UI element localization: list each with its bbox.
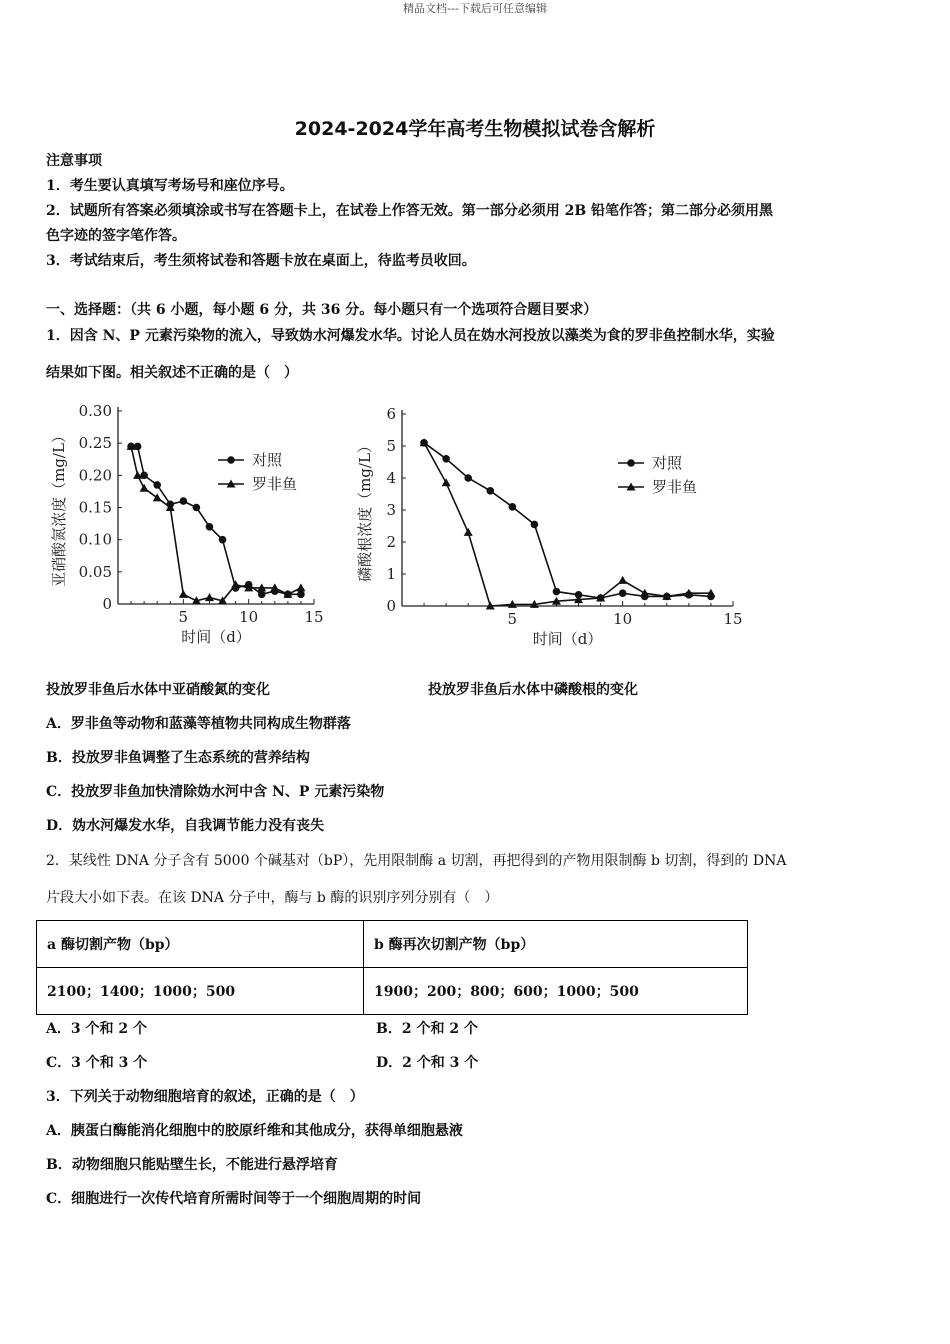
data-point [140, 484, 149, 492]
chart-caption-right: 投放罗非鱼后水体中磷酸根的变化 [428, 682, 638, 698]
table-cell: 2100；1400；1000；500 [37, 968, 364, 1015]
data-point [618, 576, 627, 584]
section-heading: 一、选择题：（共 6 小题，每小题 6 分，共 36 分。每小题只有一个选项符合题目要求） [46, 302, 598, 318]
dna-fragment-table [36, 920, 748, 1015]
page-title: 2024-2024学年高考生物模拟试卷含解析 [294, 118, 656, 140]
option-a: A．3 个和 2 个 [46, 1021, 147, 1037]
table-header: b 酶再次切割产物（bp） [364, 921, 748, 968]
option-c: C．3 个和 3 个 [46, 1055, 148, 1071]
y-tick-label: 4 [386, 469, 396, 487]
x-tick-label: 5 [507, 610, 518, 628]
y-tick-label: 1 [386, 565, 396, 583]
question-stem: 2．某线性 DNA 分子含有 5000 个碱基对（bP），先用限制酶 a 切割，再把得到的产物用限制酶 b 切割，得到的 DNA [46, 853, 787, 869]
series-line-2 [131, 446, 301, 600]
x-tick-label: 10 [613, 610, 633, 628]
data-point [231, 580, 240, 588]
y-tick-label: 0.10 [78, 530, 112, 549]
y-tick-label: 3 [386, 501, 396, 519]
x-axis-label: 时间（d） [532, 630, 603, 648]
x-tick-label: 5 [178, 608, 189, 626]
option-b: B．2 个和 2 个 [376, 1021, 478, 1037]
y-tick-label: 2 [386, 533, 396, 551]
data-point [464, 474, 472, 482]
y-axis-label: 磷酸根浓度（mg/L） [356, 438, 374, 582]
legend-label: 对照 [252, 451, 283, 469]
option-a: A．胰蛋白酶能消化细胞中的胶原纤维和其他成分，获得单细胞悬液 [46, 1123, 463, 1139]
y-axis-label: 亚硝酸氮浓度（mg/L） [50, 428, 68, 587]
table-header: a 酶切割产物（bp） [37, 921, 364, 968]
option-d: D．妫水河爆发水华，自我调节能力没有丧失 [46, 818, 325, 834]
data-point [179, 590, 188, 598]
data-point [296, 583, 305, 591]
data-point [531, 521, 539, 529]
data-point [193, 504, 201, 512]
notice-item: 3．考试结束后，考生须将试卷和答题卡放在桌面上，待监考员收回。 [46, 253, 476, 269]
question-stem: 3．下列关于动物细胞培育的叙述，正确的是（ ） [46, 1089, 364, 1105]
y-tick-label: 0 [102, 595, 112, 613]
data-point [153, 481, 161, 489]
data-point [619, 589, 627, 597]
data-point [205, 593, 214, 601]
page-header: 精品文档---下载后可任意编辑 [403, 2, 547, 15]
option-a: A．罗非鱼等动物和蓝藻等植物共同构成生物群落 [46, 716, 351, 732]
y-tick-label: 5 [386, 437, 396, 455]
option-c: C．细胞进行一次传代培育所需时间等于一个细胞周期的时间 [46, 1191, 422, 1207]
y-tick-label: 0 [386, 597, 396, 615]
y-tick-label: 0.30 [78, 402, 112, 420]
x-tick-label: 15 [723, 610, 743, 628]
option-b: B．投放罗非鱼调整了生态系统的营养结构 [46, 750, 310, 766]
y-tick-label: 0.15 [78, 498, 112, 517]
data-point [442, 478, 451, 486]
question-stem: 1．因含 N、P 元素污染物的流入，导致妫水河爆发水华。讨论人员在妫水河投放以藻类为食的罗非鱼控制水华，实验 [46, 328, 775, 344]
x-tick-label: 15 [304, 608, 324, 626]
table-header-row [37, 921, 748, 968]
data-point [486, 487, 494, 495]
data-point [297, 591, 305, 599]
y-tick-label: 0.25 [78, 434, 112, 453]
data-point [206, 523, 214, 531]
data-point [464, 528, 473, 536]
legend-marker [627, 459, 635, 467]
data-point [442, 455, 450, 463]
y-tick-label: 0.20 [78, 466, 112, 485]
notice-item: 1．考生要认真填写考场号和座位序号。 [46, 178, 294, 194]
legend-marker [227, 456, 235, 464]
option-b: B．动物细胞只能贴壁生长，不能进行悬浮培育 [46, 1157, 338, 1173]
data-point [258, 591, 266, 599]
y-tick-label: 6 [386, 405, 396, 423]
table-row [37, 968, 748, 1015]
notice-item: 2．试题所有答案必须填涂或书写在答题卡上，在试卷上作答无效。第一部分必须用 2B 铅笔作答；第二部分必须用黑 [46, 203, 774, 219]
y-tick-label: 0.05 [78, 562, 112, 581]
data-point [509, 503, 517, 511]
data-point [640, 589, 649, 597]
phosphate-chart [356, 398, 746, 648]
nitrite-chart [46, 398, 346, 648]
table-cell: 1900；200；800；600；1000；500 [364, 968, 748, 1015]
chart-caption-left: 投放罗非鱼后水体中亚硝酸氮的变化 [46, 682, 270, 698]
data-point [180, 497, 188, 505]
option-d: D．2 个和 3 个 [376, 1055, 479, 1071]
notice-item: 色字迹的签字笔作答。 [46, 228, 186, 244]
x-axis-label: 时间（d） [181, 628, 251, 646]
question-stem: 结果如下图。相关叙述不正确的是（ ） [46, 365, 298, 381]
legend-label: 对照 [652, 454, 683, 472]
legend-label: 罗非鱼 [652, 478, 698, 496]
notice-heading: 注意事项 [46, 153, 102, 169]
question-stem: 片段大小如下表。在该 DNA 分子中，酶与 b 酶的识别序列分别有（ ） [46, 890, 499, 906]
data-point [553, 588, 561, 596]
data-point [219, 536, 227, 544]
x-tick-label: 10 [239, 608, 259, 626]
option-c: C．投放罗非鱼加快清除妫水河中含 N、P 元素污染物 [46, 784, 385, 800]
legend-label: 罗非鱼 [252, 475, 298, 493]
